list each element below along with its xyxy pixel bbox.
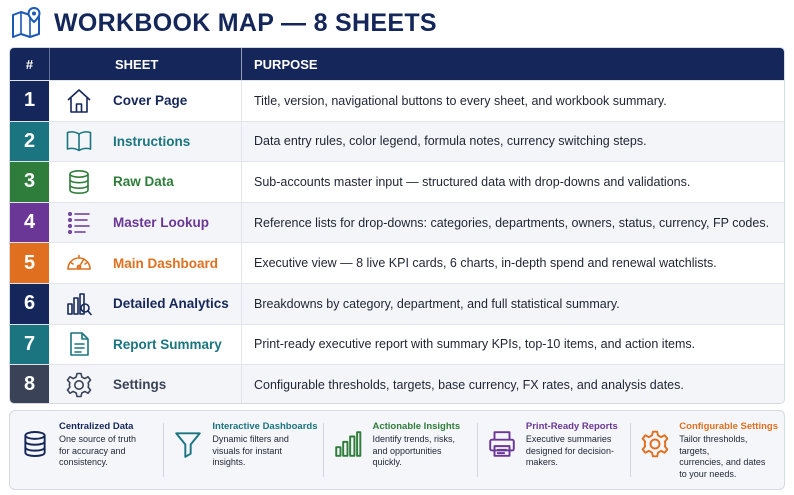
sheet-number: 7 xyxy=(10,325,49,365)
feature-title: Interactive Dashboards xyxy=(212,421,318,432)
gear-icon xyxy=(65,371,93,399)
table-row[interactable] xyxy=(10,202,784,243)
sheet-purpose: Print-ready executive report with summary KPIs, top-10 items, and action items. xyxy=(241,325,784,365)
sheet-purpose: Title, version, navigational buttons to every sheet, and workbook summary. xyxy=(241,81,784,121)
gear-icon xyxy=(640,429,670,459)
column-header-sheet: SHEET xyxy=(49,48,241,80)
sheet-purpose: Reference lists for drop-downs: categories, departments, owners, status, currency, FP codes. xyxy=(241,203,784,243)
table-row[interactable] xyxy=(10,242,784,283)
sheet-purpose: Data entry rules, color legend, formula notes, currency switching steps. xyxy=(241,122,784,162)
sheet-name: Report Summary xyxy=(113,336,222,352)
feature-interactive-dashboards xyxy=(163,411,323,489)
feature-title: Configurable Settings xyxy=(679,421,778,432)
table-row[interactable] xyxy=(10,364,784,404)
feature-description: Tailor thresholds, targets, currencies, and dates to your needs. xyxy=(679,434,766,479)
bar-chart-icon xyxy=(333,429,363,459)
table-row[interactable] xyxy=(10,324,784,365)
printer-icon xyxy=(487,429,517,459)
home-icon xyxy=(65,87,93,115)
sheet-number: 8 xyxy=(10,365,49,404)
column-header-purpose: PURPOSE xyxy=(241,48,784,80)
sheet-name: Instructions xyxy=(113,133,191,149)
sheet-number: 5 xyxy=(10,243,49,283)
page-header xyxy=(10,4,437,42)
book-icon xyxy=(65,127,93,155)
filter-icon xyxy=(173,429,203,459)
sheet-purpose: Executive view — 8 live KPI cards, 6 charts, in-depth spend and renewal watchlists. xyxy=(241,243,784,283)
sheet-purpose: Sub-accounts master input — structured data with drop-downs and validations. xyxy=(241,162,784,202)
table-row[interactable] xyxy=(10,161,784,202)
list-icon xyxy=(65,209,93,237)
feature-description: Identify trends, risks, and opportunities quickly. xyxy=(372,434,456,468)
feature-title: Actionable Insights xyxy=(372,421,461,432)
sheet-name: Detailed Analytics xyxy=(113,296,229,312)
map-icon xyxy=(10,6,44,40)
sheet-name: Main Dashboard xyxy=(113,255,219,271)
column-header-num: # xyxy=(25,56,34,72)
database-icon xyxy=(65,168,93,196)
feature-centralized-data xyxy=(10,411,163,489)
sheet-number: 2 xyxy=(10,122,49,162)
gauge-icon xyxy=(65,249,93,277)
feature-description: Executive summaries designed for decision- makers. xyxy=(525,434,614,468)
sheet-purpose: Breakdowns by category, department, and full statistical summary. xyxy=(241,284,784,324)
table-header xyxy=(10,48,784,80)
sheet-purpose: Configurable thresholds, targets, base currency, FX rates, and analysis dates. xyxy=(241,365,784,404)
page-title: WORKBOOK MAP — 8 SHEETS xyxy=(54,8,437,37)
document-icon xyxy=(65,330,93,358)
sheet-name: Settings xyxy=(113,377,167,393)
feature-title: Print-Ready Reports xyxy=(525,421,618,432)
feature-description: One source of truth for accuracy and consistency. xyxy=(59,434,137,468)
sheet-number: 3 xyxy=(10,162,49,202)
analytics-icon xyxy=(65,290,93,318)
sheet-name: Master Lookup xyxy=(113,215,210,231)
feature-configurable-settings xyxy=(630,411,784,489)
sheet-number: 4 xyxy=(10,203,49,243)
sheet-number: 1 xyxy=(10,81,49,121)
feature-print-ready-reports xyxy=(477,411,630,489)
feature-description: Dynamic filters and visuals for instant insights. xyxy=(212,434,289,468)
feature-actionable-insights xyxy=(323,411,476,489)
workbook-map-table xyxy=(9,47,785,404)
table-row[interactable] xyxy=(10,80,784,121)
features-panel xyxy=(9,410,785,490)
sheet-number: 6 xyxy=(10,284,49,324)
table-row[interactable] xyxy=(10,283,784,324)
table-row[interactable] xyxy=(10,121,784,162)
sheet-name: Raw Data xyxy=(113,174,174,190)
sheet-name: Cover Page xyxy=(113,93,188,109)
feature-title: Centralized Data xyxy=(59,421,134,432)
database-icon xyxy=(20,429,50,459)
